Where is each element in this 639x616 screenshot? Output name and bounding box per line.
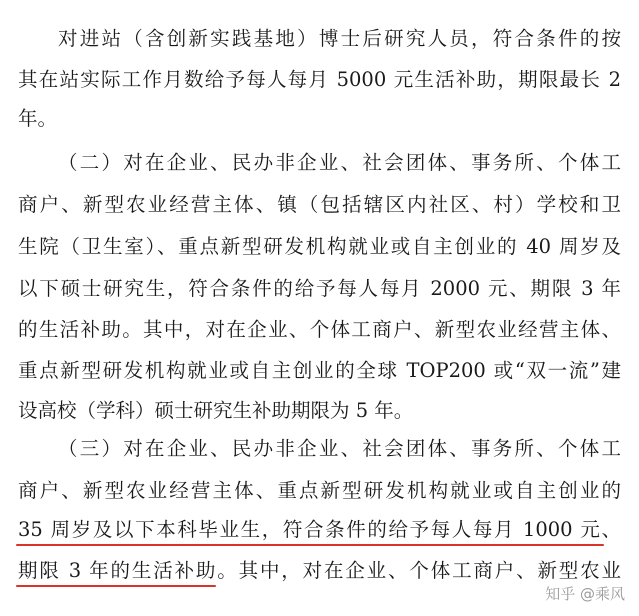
watermark: 知乎 @乘风 xyxy=(545,585,625,603)
text-line-12: 商户、新型农业经营主体、重点新型研发机构就业或自主创业的 xyxy=(18,479,621,502)
text-line-7: 以下硕士研究生，符合条件的给予每人每月 2000 元、期限 3 年 xyxy=(18,277,621,300)
text-line-1: 对进站（含创新实践基地）博士后研究人员，符合条件的按 xyxy=(58,27,621,50)
red-underline-1 xyxy=(16,544,604,546)
text-line-8: 的生活补助。其中，对在企业、个体工商户、新型农业经营主体、 xyxy=(18,318,621,341)
text-line-10: 设高校（学科）硕士研究生补助期限为 5 年。 xyxy=(18,399,414,422)
text-line-6: 生院（卫生室）、重点新型研发机构就业或自主创业的 40 周岁及 xyxy=(18,235,621,258)
text-line-4: （二）对在企业、民办非企业、社会团体、事务所、个体工 xyxy=(58,151,621,174)
text-line-9: 重点新型研发机构就业或自主创业的全球 TOP200 或“双一流”建 xyxy=(18,359,621,382)
text-line-3: 年。 xyxy=(18,107,58,130)
text-line-14: 期限 3 年的生活补助。其中，对在企业、个体工商户、新型农业 xyxy=(18,559,621,582)
text-line-13: 35 周岁及以下本科毕业生，符合条件的给予每人每月 1000 元、 xyxy=(18,518,621,541)
text-line-5: 商户、新型农业经营主体、镇（包括辖区内社区、村）学校和卫 xyxy=(18,193,621,216)
text-line-11: （三）对在企业、民办非企业、社会团体、事务所、个体工 xyxy=(58,437,621,460)
text-line-2: 其在站实际工作月数给予每人每月 5000 元生活补助，期限最长 2 xyxy=(18,68,621,91)
red-underline-2 xyxy=(16,585,216,587)
